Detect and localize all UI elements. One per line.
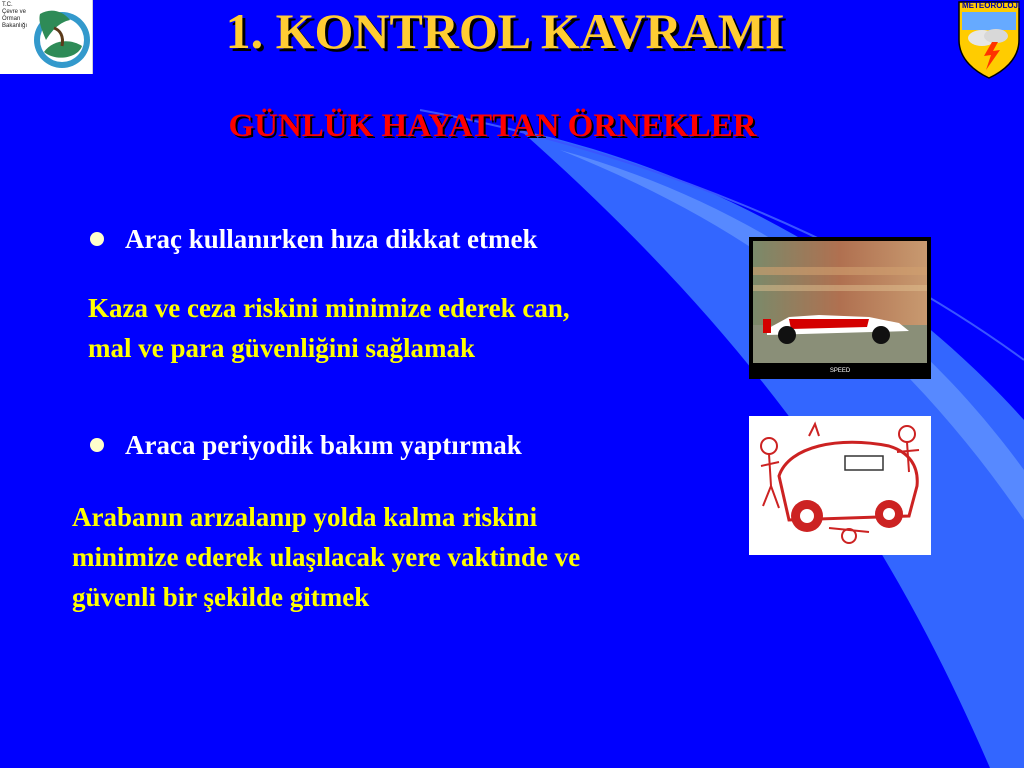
meteoroloji-label: METEOROLOJİ [962,1,1021,10]
speed-caption: SPEED [829,368,851,374]
ministry-line3: Bakanlığı [2,23,28,29]
ministry-line1: T.C. [2,2,13,8]
detail-text-maintenance [72,497,580,617]
slide-subtitle: GÜNLÜK HAYATTAN ÖRNEKLER [228,108,757,144]
slide-title: 1. KONTROL KAVRAMI [225,3,785,59]
detail-text-speed [88,288,570,368]
detail-line: güvenli bir şekilde gitmek [72,582,370,612]
bullet-item-speed [90,224,538,255]
racing-car-image [749,237,931,379]
bullet-item-maintenance [90,430,522,461]
detail-line: minimize ederek ulaşılacak yere vaktinde ve [72,542,581,572]
car-maintenance-image [749,416,931,555]
detail-line: Arabanın arızalanıp yolda kalma riskini [72,502,538,532]
bullet-text: Araca periyodik bakım yaptırmak [125,430,522,460]
ministry-line2: Çevre ve Orman [2,9,27,22]
bullet-text: Araç kullanırken hıza dikkat etmek [125,224,538,254]
bullet-dot-icon [90,232,104,246]
detail-line: mal ve para güvenliğini sağlamak [88,333,476,363]
bullet-dot-icon [90,438,104,452]
detail-line: Kaza ve ceza riskini minimize ederek can, [88,293,570,323]
